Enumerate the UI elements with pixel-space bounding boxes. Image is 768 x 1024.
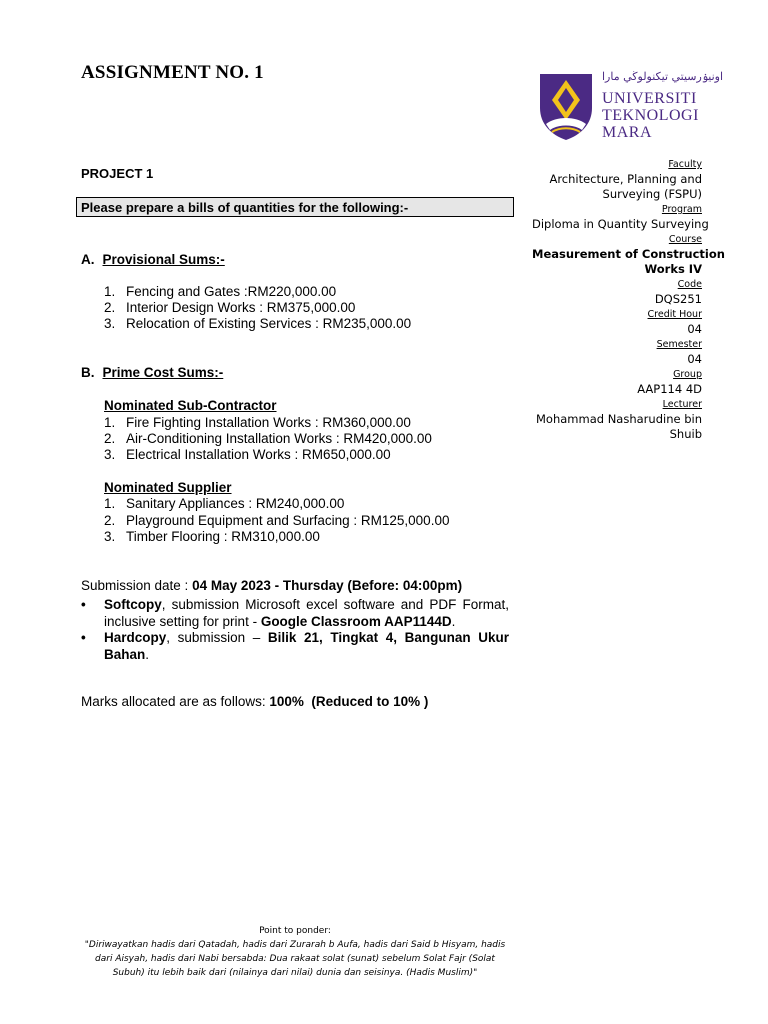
section-a-letter: A. — [81, 252, 95, 267]
project-label: PROJECT 1 — [81, 166, 154, 181]
assignment-title: ASSIGNMENT NO. 1 — [81, 62, 264, 83]
group-label: Group — [673, 369, 702, 380]
logo-line-1: UNIVERSITI — [602, 90, 697, 107]
ponder-quote: "Diriwayatkan hadis dari Qatadah, hadis dari Zurarah b Aufa, hadis dari Said b Hisyam, hadis dari Aisyah, hadis dari Nabi bersabda: Dua rakaat solat (sunat) sebelum Solat Fajr (Solat Subuh) itu lebih baik dari (nilainya dari nilai) dunia dan seisinya. (Hadis Muslim)" — [84, 940, 506, 978]
list-item: 1. Fencing and Gates :RM220,000.00 — [104, 284, 337, 299]
section-b-heading — [81, 365, 223, 380]
semester-label: Semester — [656, 339, 702, 350]
section-b-title: Prime Cost Sums:- — [102, 365, 224, 380]
bullet-icon: • — [81, 597, 86, 612]
faculty-label: Faculty — [668, 159, 702, 170]
semester-value: 04 — [687, 352, 702, 366]
marks-value: 100% — [269, 694, 304, 709]
faculty-value-1: Architecture, Planning and — [549, 172, 702, 186]
course-info-panel — [532, 157, 725, 442]
lecturer-value-2: Shuib — [669, 427, 702, 441]
list-item: 2. Playground Equipment and Surfacing : RM125,000.00 — [104, 513, 450, 528]
code-label: Code — [677, 279, 702, 290]
hardcopy-bullet: • Hardcopy, submission – Bilik 21, Tingkat 4, Bangunan Ukur Bahan. — [81, 630, 509, 662]
submission-label: Submission date : — [81, 578, 193, 593]
lecturer-label: Lecturer — [662, 399, 702, 410]
list-item: 2. Air-Conditioning Installation Works : RM420,000.00 — [104, 431, 432, 446]
nominated-subcontractor-heading: Nominated Sub-Contractor — [104, 398, 277, 413]
logo-wordmark — [602, 90, 699, 141]
list-item: 3. Electrical Installation Works : RM650,000.00 — [104, 447, 391, 462]
lecturer-value-1: Mohammad Nasharudine bin — [536, 412, 702, 426]
submission-date — [81, 578, 462, 593]
ponder-title: Point to ponder: — [259, 926, 331, 936]
logo-line-3: MARA — [602, 124, 653, 141]
list-item: 3. Relocation of Existing Services : RM235,000.00 — [104, 316, 412, 331]
marks-label: Marks allocated are as follows: — [81, 694, 270, 709]
credit-hour-value: 04 — [687, 322, 702, 336]
nominated-supplier-heading: Nominated Supplier — [104, 480, 232, 495]
program-value: Diploma in Quantity Surveying — [532, 217, 709, 231]
list-item: 1. Sanitary Appliances : RM240,000.00 — [104, 496, 345, 511]
list-item: 1. Fire Fighting Installation Works : RM360,000.00 — [104, 415, 411, 430]
course-value-2: Works IV — [644, 262, 702, 276]
section-b-letter: B. — [81, 365, 95, 380]
section-a-title: Provisional Sums:- — [102, 252, 225, 267]
submission-date-value: 04 May 2023 - Thursday (Before: 04:00pm) — [192, 578, 463, 593]
marks-reduced: (Reduced to 10% ) — [311, 694, 429, 709]
credit-hour-label: Credit Hour — [647, 309, 702, 320]
code-value: DQS251 — [654, 292, 702, 306]
course-label: Course — [668, 234, 702, 245]
program-label: Program — [661, 204, 702, 215]
softcopy-bullet: • Softcopy, submission Microsoft excel software and PDF Format, inclusive setting for print - Google Classroom AAP1144D. — [81, 597, 509, 629]
group-value: AAP114 4D — [637, 382, 702, 396]
list-item: 3. Timber Flooring : RM310,000.00 — [104, 529, 320, 544]
logo-line-2: TEKNOLOGI — [602, 107, 699, 124]
faculty-value-2: Surveying (FSPU) — [602, 187, 702, 201]
uitm-crest-icon — [536, 70, 596, 142]
list-item: 2. Interior Design Works : RM375,000.00 — [104, 300, 356, 315]
marks-allocation — [81, 694, 428, 709]
bullet-icon: • — [81, 630, 86, 645]
uitm-logo — [536, 70, 724, 145]
course-value-1: Measurement of Construction — [532, 247, 725, 261]
section-a-heading — [81, 252, 225, 267]
logo-arabic-text: اونيۏرسيتي تيكنولوڬي مارا — [602, 70, 724, 83]
instruction-text: Please prepare a bills of quantities for the following:- — [81, 200, 409, 215]
point-to-ponder — [80, 924, 510, 980]
